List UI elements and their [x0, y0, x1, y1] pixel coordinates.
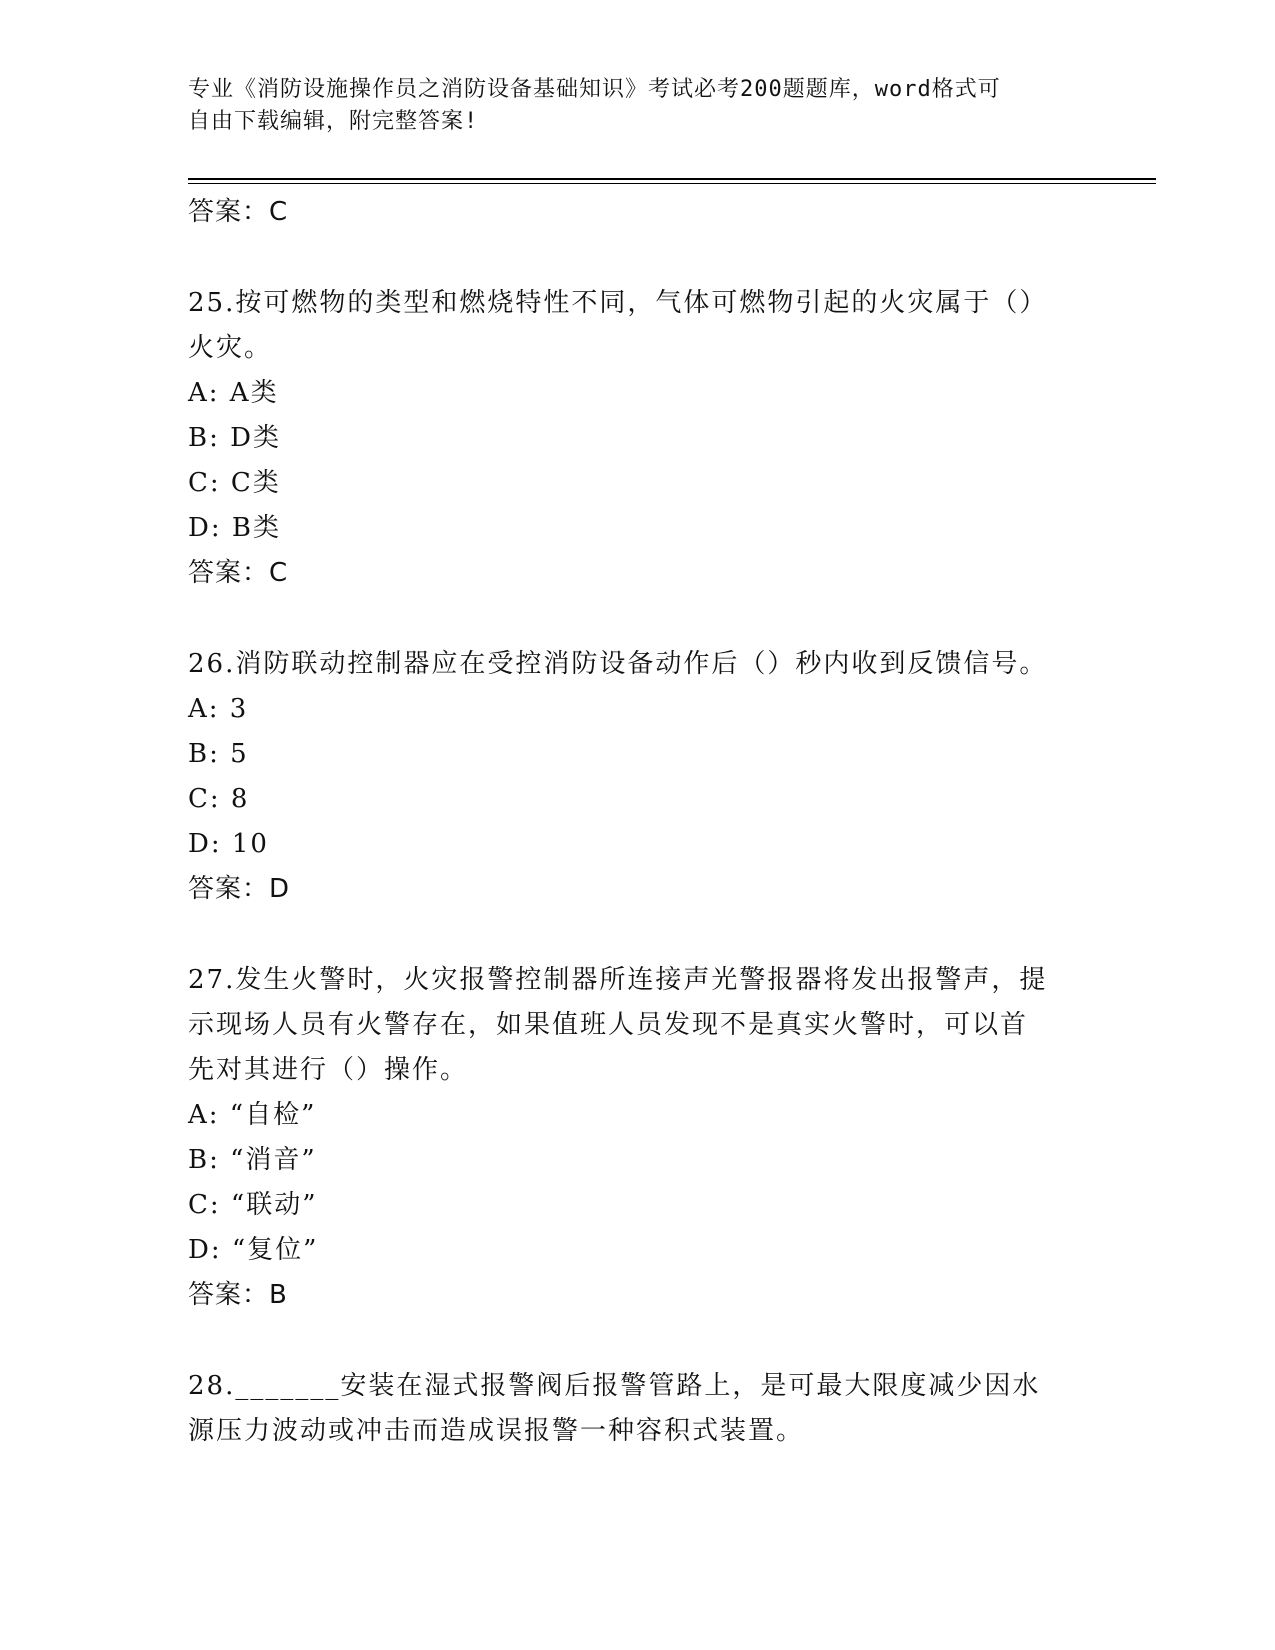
- answer: 答案：D: [188, 874, 291, 904]
- question-stem-line: 27.发生火警时，火灾报警控制器所连接声光警报器将发出报警声，提: [188, 965, 1048, 995]
- question-list: [188, 190, 1088, 1454]
- spacer: [188, 912, 1088, 958]
- option-b: B: “消音”: [188, 1145, 317, 1175]
- page-header: [188, 74, 1088, 138]
- option-b: B: D类: [188, 423, 281, 453]
- question-27: [188, 958, 1088, 1318]
- spacer: [188, 1318, 1088, 1364]
- question-stem-line: 火灾。: [188, 333, 273, 363]
- question-stem-line: 示现场人员有火警存在，如果值班人员发现不是真实火警时，可以首: [188, 1010, 1029, 1040]
- answer: 答案：B: [188, 1280, 288, 1310]
- option-c: C: C类: [188, 468, 281, 498]
- previous-answer: 答案：C: [188, 197, 289, 227]
- question-25: [188, 281, 1088, 596]
- header-divider-thin: [188, 183, 1156, 184]
- question-stem-line: 先对其进行（）操作。: [188, 1055, 469, 1085]
- option-c: C: “联动”: [188, 1190, 318, 1220]
- answer: 答案：C: [188, 558, 289, 588]
- option-a: A: A类: [188, 378, 279, 408]
- option-b: B: 5: [188, 739, 249, 769]
- option-a: A: “自检”: [188, 1100, 317, 1130]
- spacer: [188, 596, 1088, 642]
- question-stem-line: 源压力波动或冲击而造成误报警一种容积式装置。: [188, 1416, 805, 1446]
- header-divider-thick: [188, 178, 1156, 180]
- question-stem-line: 26.消防联动控制器应在受控消防设备动作后（）秒内收到反馈信号。: [188, 649, 1048, 679]
- option-d: D: 10: [188, 829, 269, 859]
- header-line-1: 专业《消防设施操作员之消防设备基础知识》考试必考200题题库，word格式可: [188, 77, 1001, 102]
- question-stem-line: 28._______安装在湿式报警阀后报警管路上，是可最大限度减少因水: [188, 1371, 1041, 1401]
- question-26: [188, 642, 1088, 912]
- question-28: [188, 1364, 1088, 1454]
- header-line-2: 自由下载编辑，附完整答案!: [188, 109, 479, 134]
- option-a: A: 3: [188, 694, 249, 724]
- option-d: D: “复位”: [188, 1235, 319, 1265]
- spacer: [188, 235, 1088, 281]
- question-stem-line: 25.按可燃物的类型和燃烧特性不同，气体可燃物引起的火灾属于（）: [188, 288, 1048, 318]
- option-d: D: B类: [188, 513, 281, 543]
- option-c: C: 8: [188, 784, 250, 814]
